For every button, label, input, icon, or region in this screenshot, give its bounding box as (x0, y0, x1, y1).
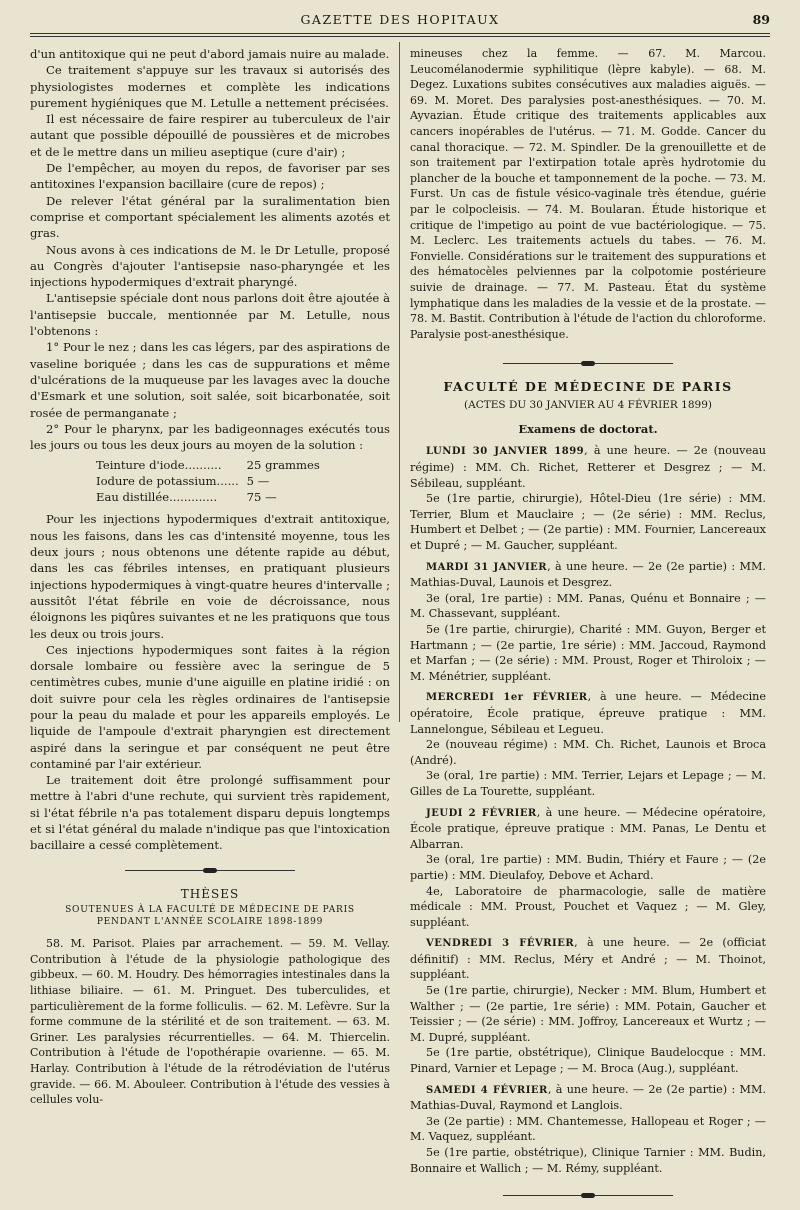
quantity: 25 grammes (246, 458, 320, 473)
paragraph: De relever l'état général par la suralimentation bien comprise et comportant spécialement les aliments azotés et gras. (30, 193, 390, 241)
exam-title: Examens de doctorat. (518, 422, 658, 437)
day-detail: 5e (1re partie, obstétrique), Clinique Tarnier : MM. Budin, Bonnaire et Wallich ; — M. Rémy, suppléant. (410, 1146, 766, 1175)
paragraph: L'antisepsie spéciale dont nous parlons doit être ajoutée à l'antisepsie buccale, mentionnée par M. Letulle, nous l'obtenons : (30, 291, 390, 339)
paragraph: Il est nécessaire de faire respirer au tuberculeux de l'air autant que possible dépouillé de poussières et de microbes et de le mettre dans un milieu aseptique (cure d'air) ; (30, 112, 390, 159)
paragraph: d'un antitoxique qui ne peut d'abord jamais nuire au malade. (30, 47, 390, 61)
exam-day (410, 689, 766, 799)
day-text: , à une heure. — 2e (2e partie) : MM. Mathias-Duval, Raymond et Langlois. (410, 1082, 766, 1113)
paragraph: Le traitement doit être prolongé suffisamment pour mettre à l'abri d'une rechute, qui survient très rapidement, si l'état fébrile n'a pas totalement disparu depuis longtemps et si l'état général du malade n'indique pas que l'intoxication bacillaire a cessé complètement. (30, 773, 390, 853)
day-name: LUNDI 30 JANVIER 1899 (426, 446, 585, 458)
paragraph: Ces injections hypodermiques sont faites à la région dorsale lombaire ou fessière avec la seringue de 5 centimètres cubes, munie d'une aiguille en platine iridié : on doit suivre pour cela les règles ordinaires de l'antisepsie pour la peau du malade et pour les appareils employés. Le liquide de l'ampoule d'extrait pharyngien est directement aspiré dans la seringue et par conséquent ne peut être contaminé par l'air extérieur. (30, 642, 390, 771)
day-detail: 3e (oral, 1re partie) : MM. Panas, Quénu et Bonnaire ; — M. Chassevant, suppléant. (410, 591, 766, 621)
theses-list: 58. M. Parisot. Plaies par arrachement. — 59. M. Vellay. Contribution à l'étude de la physiologie pathologique des gibbeux. — 60. M. Houdry. Des hémorragies intestinales dans la lithiase biliaire. — 61. M. Pringuet. Des tuberculides, et particulièrement de la forme folliculis. — 62. M. Lefèvre. Sur la forme commune de la stérilité et de son traitement. — 63. M. Griner. Les paralysies récurrentielles. — 64. M. Thiercelin. Contribution à l'étude de l'opothérapie ovarienne. — 65. M. Harlay. Contribution à l'étude de la rétrodéviation de l'utérus gravide. — 66. M. Abouleer. Contribution à l'étude des vessies à cellules volu- (30, 937, 390, 1107)
day-detail: 2e (nouveau régime) : MM. Ch. Richet, Launois et Broca (André). (410, 738, 766, 767)
faculty-subtitle: (ACTES DU 30 JANVIER AU 4 FÉVRIER 1899) (464, 398, 712, 411)
quantity: 5 — (246, 474, 270, 489)
column-divider (399, 42, 400, 722)
day-detail: 3e (2e partie) : MM. Chantemesse, Hallopeau et Roger ; — M. Vaquez, suppléant. (410, 1114, 766, 1144)
day-detail: 4e, Laboratoire de pharmacologie, salle de matière médicale : MM. Proust, Pouchet et Vaquez ; — M. Gley, suppléant. (410, 884, 766, 929)
day-name: VENDREDI 3 FÉVRIER (426, 938, 575, 950)
exam-day (410, 443, 766, 553)
day-name: JEUDI 2 FÉVRIER (426, 807, 537, 819)
ingredient: Teinture d'iode.......... (96, 458, 222, 473)
day-name: MARDI 31 JANVIER (426, 561, 548, 573)
theses-subtitle-year: PENDANT L'ANNÉE SCOLAIRE 1898-1899 (96, 917, 324, 928)
day-detail: 3e (oral, 1re partie) : MM. Terrier, Lejars et Lepage ; — M. Gilles de La Tourette, suppléant. (410, 769, 766, 798)
journal-title: GAZETTE DES HOPITAUX (300, 12, 500, 27)
left-column (30, 46, 390, 1108)
day-detail: 3e (oral, 1re partie) : MM. Budin, Thiéry et Faure ; — (2e partie) : MM. Dieulafoy, Debove et Achard. (410, 853, 766, 882)
ornament-divider (410, 354, 766, 370)
day-text: , à une heure. — 2e (nouveau régime) : MM. Ch. Richet, Retterer et Desgrez ; — M. Sébileau, suppléant. (410, 444, 766, 490)
theses-title: THÈSES (180, 886, 240, 901)
paragraph: 2° Pour le pharynx, par les badigeonnages exécutés tous les jours ou tous les deux jours au moyen de la solution : (30, 421, 390, 453)
page-header (30, 10, 770, 32)
paragraph: Pour les injections hypodermiques d'extrait antitoxique, nous les faisons, dans les cas d'intensité moyenne, tous les deux jours ; nous obtenons une détente rapide au début, dans les cas fébriles intenses, en pratiquant plusieurs injections hypodermiques à vingt-quatre heures d'intervalle ; aussitôt l'état fébrile en voie de décroissance, nous éloignons les piqûres suivantes et ne les pratiquons que tous les deux ou trois jours. (30, 512, 390, 641)
header-rule (30, 33, 770, 37)
day-text: , à une heure. — 2e (officiat définitif) : MM. Reclus, Méry et André ; — M. Thoinot, suppléant. (410, 936, 766, 982)
day-text: , à une heure. — Médecine opératoire, École pratique, épreuve pratique : MM. Lannelongue, Sébileau et Legueu. (410, 690, 766, 736)
ingredient: Iodure de potassium...... (96, 474, 239, 489)
ornament-divider (410, 1186, 766, 1202)
day-text: , à une heure. — Médecine opératoire, École pratique, épreuve pratique : MM. Panas, Le Dentu et Albarran. (410, 805, 766, 851)
faculty-title: FACULTÉ DE MÉDECINE DE PARIS (443, 378, 733, 394)
ornament-divider (30, 862, 390, 878)
day-detail: 5e (1re partie, chirurgie), Necker : MM. Blum, Humbert et Walther ; — (2e partie, 1re série) : MM. Potain, Gaucher et Teissier ; — (2e série) : MM. Joffroy, Lancereaux et Wurtz ; — M. Dupré, suppléant. (410, 984, 766, 1044)
theses-list-continued: mineuses chez la femme. — 67. M. Marcou. Leucomélanodermie syphilitique (lèpre kabyle). — 68. M. Degez. Luxations subites consécutives aux maladies aiguës. — 69. M. Moret. Des paralysies post-anesthésiques. — 70. M. Ayvazian. Étude critique des traitements applicables aux cancers inopérables de l'utérus. — 71. M. Godde. Cancer du canal thoracique. — 72. M. Spindler. De la grenouillette et de son traitement par l'extirpation totale après hydrotomie du plancher de la bouche et tamponnement de la poche. — 73. M. Furst. Un cas de fistule vésico-vaginale très étendue, guérie par le colpocleisis. — 74. M. Boularan. Étude historique et critique de l'impetigo au point de vue bactériologique. — 75. M. Leclerc. Les traitements actuels du tabes. — 76. M. Fonvielle. Considérations sur le traitement des suppurations et des hématocèles pelviennes par la colpotomie postérieure suivie de drainage. — 77. M. Pasteau. État du système lymphatique dans les maladies de la vessie et de la prostate. — 78. M. Bastit. Contribution à l'étude de l'action du chloroforme. Paralysie post-anesthésique. (410, 47, 766, 341)
day-detail: 5e (1re partie, chirurgie), Charité : MM. Guyon, Berger et Hartmann ; — (2e partie, 1re série) : MM. Jaccoud, Raymond et Marfan ; — (2e série) : MM. Proust, Roger et Thiroloix ; — M. Ménétrier, suppléant. (410, 623, 766, 683)
day-detail: 5e (1re partie, chirurgie), Hôtel-Dieu (1re série) : MM. Terrier, Blum et Mauclaire ; — (2e série) : MM. Reclus, Humbert et Delbet ; — (2e partie) : MM. Fournier, Lancereaux et Dupré ; — M. Gaucher, suppléant. (410, 492, 766, 553)
paragraph: 1° Pour le nez ; dans les cas légers, par des aspirations de vaseline boriquée ; dans les cas de suppurations et même d'ulcérations de la muqueuse par les lavages avec la douche d'Esmark et une solution, soit salée, soit bicarbonatée, soit rosée de permanganate ; (30, 340, 390, 420)
theses-subtitle: SOUTENUES À LA FACULTÉ DE MÉDECINE DE PARIS (65, 905, 355, 916)
day-detail: 5e (1re partie, obstétrique), Clinique Baudelocque : MM. Pinard, Varnier et Lepage ; — M. Broca (Aug.), suppléant. (410, 1046, 766, 1076)
exam-day (410, 805, 766, 931)
exam-day (410, 1082, 766, 1177)
quantity: 75 — (246, 490, 277, 505)
recipe-row (92, 473, 324, 489)
paragraph: Nous avons à ces indications de M. le Dr Letulle, proposé au Congrès d'ajouter l'antisepsie naso-pharyngée et les injections hypodermiques d'extrait pharyngé. (30, 242, 390, 290)
page-number: 89 (752, 12, 770, 27)
right-column (410, 46, 766, 1210)
exam-day (410, 559, 766, 685)
recipe-table (92, 457, 324, 505)
ingredient: Eau distillée............. (96, 490, 218, 505)
day-name: MERCREDI 1er FÉVRIER (426, 692, 588, 704)
paragraph: De l'empêcher, au moyen du repos, de favoriser par ses antitoxines l'expansion bacillaire (cure de repos) ; (30, 161, 390, 192)
day-name: SAMEDI 4 FÉVRIER (426, 1084, 548, 1096)
recipe-row (92, 457, 324, 473)
paragraph: Ce traitement s'appuye sur les travaux si autorisés des physiologistes modernes et complète les indications purement hygiéniques que M. Letulle a nettement précisées. (30, 63, 390, 110)
recipe-row (92, 489, 324, 505)
day-text: , à une heure. — 2e (2e partie) : MM. Mathias-Duval, Launois et Desgrez. (410, 559, 766, 590)
exam-day (410, 935, 766, 1076)
